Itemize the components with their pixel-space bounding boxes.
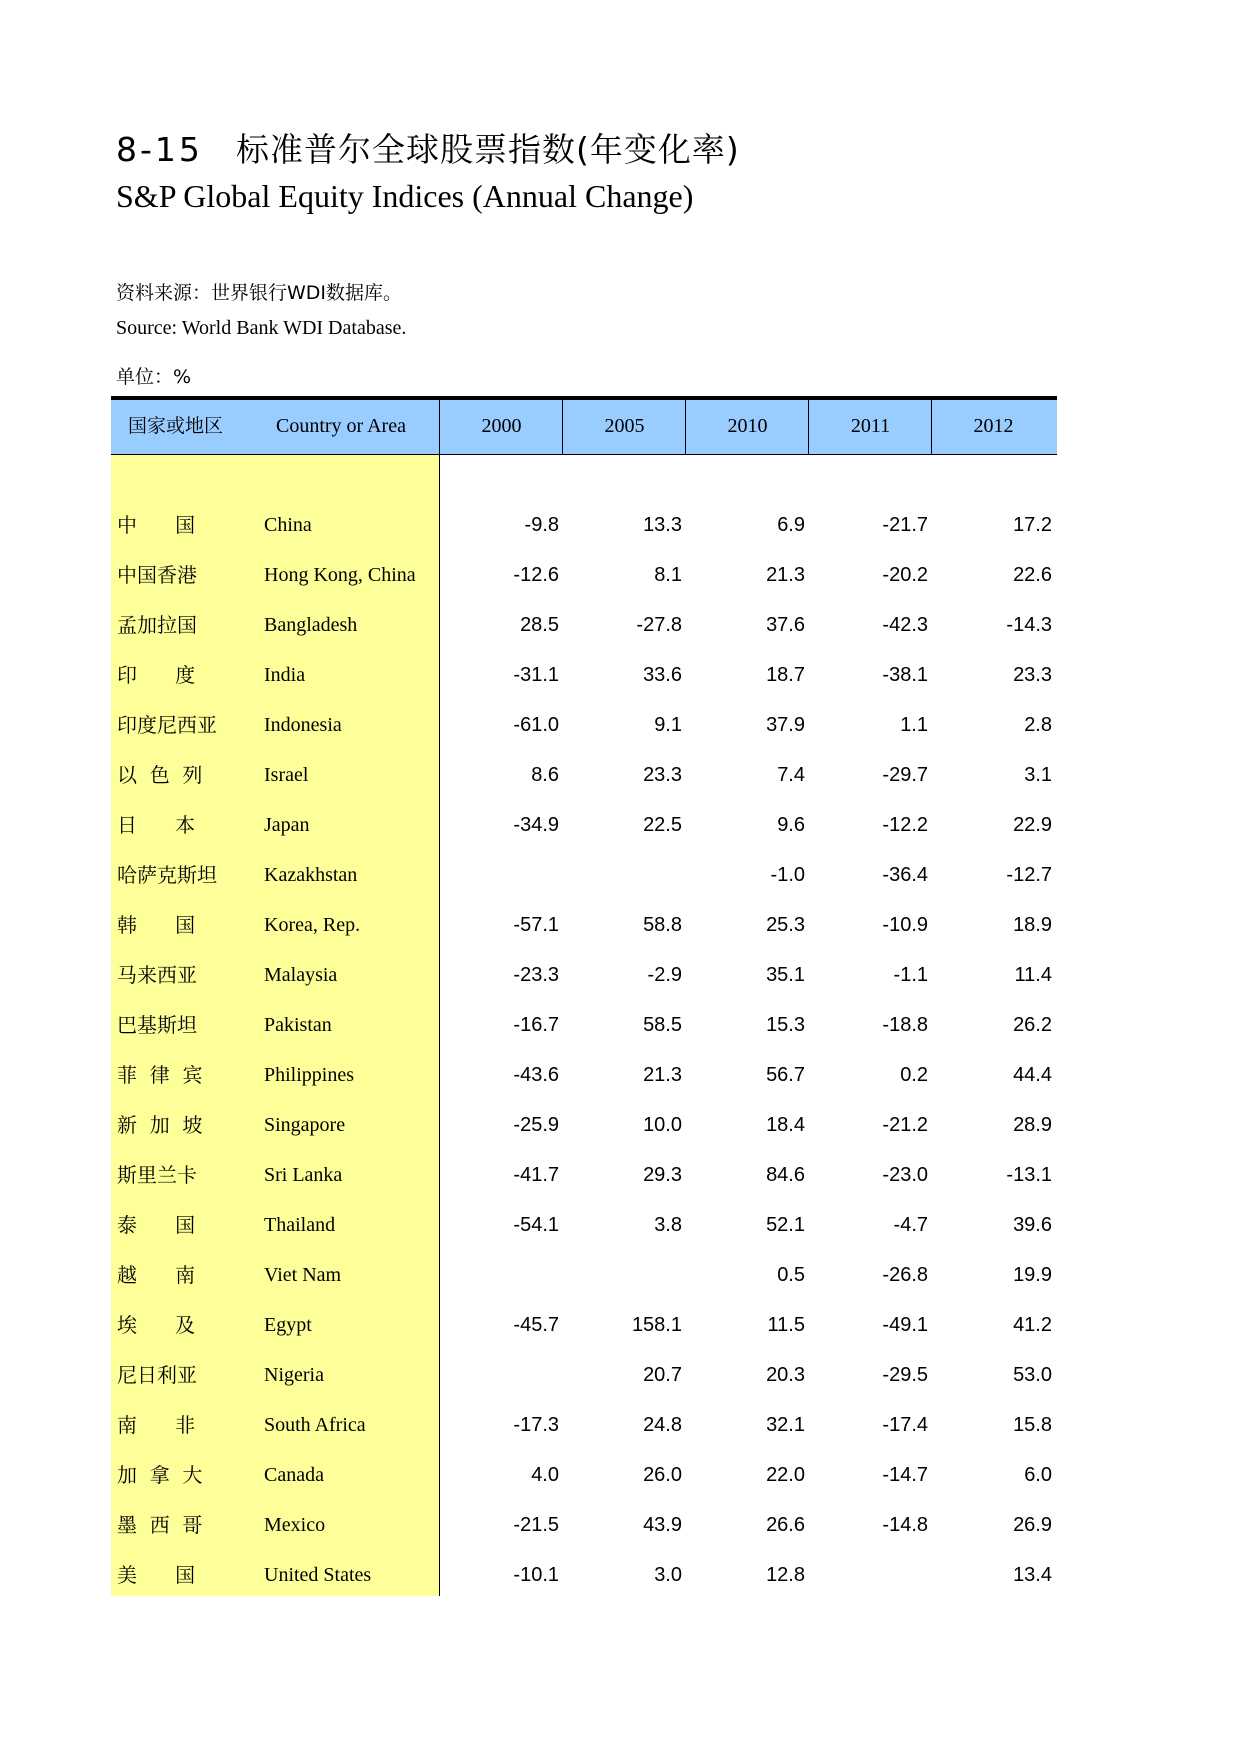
value-cell-2011: 1.1 [900, 714, 928, 736]
value-cell-2012: 6.0 [1024, 1464, 1052, 1486]
table-row [111, 700, 1057, 750]
header-year-2011: 2011 [808, 400, 932, 454]
country-name-chinese: 菲 律 宾 [117, 1063, 203, 1087]
table-row [111, 650, 1057, 700]
table-row [111, 1050, 1057, 1100]
country-name-english: Hong Kong, China [264, 564, 416, 586]
value-cell-2005: 58.5 [643, 1014, 682, 1036]
country-name-english: Japan [264, 814, 310, 836]
value-cell-2011: -36.4 [882, 864, 928, 886]
value-cell-2005: 20.7 [643, 1364, 682, 1386]
value-cell-2000: 28.5 [520, 614, 559, 636]
value-cell-2000: -57.1 [513, 914, 559, 936]
table-title-english: S&P Global Equity Indices (Annual Change) [116, 178, 694, 214]
country-name-chinese: 印 度 [117, 663, 196, 687]
value-cell-2012: 26.2 [1013, 1014, 1052, 1036]
table-row [111, 1350, 1057, 1400]
country-name-chinese: 巴基斯坦 [117, 1013, 197, 1037]
country-name-english: Pakistan [264, 1014, 332, 1036]
table-row [111, 1250, 1057, 1300]
value-cell-2010: 7.4 [777, 764, 805, 786]
value-cell-2011 [818, 1550, 928, 1600]
value-cell-2000: -23.3 [513, 964, 559, 986]
table-row [111, 1400, 1057, 1450]
value-cell-2011: -21.7 [882, 514, 928, 536]
value-cell-2011: -21.2 [882, 1114, 928, 1136]
value-cell-2000: -25.9 [513, 1114, 559, 1136]
value-cell-2011: -23.0 [882, 1164, 928, 1186]
country-name-english: Thailand [264, 1214, 336, 1236]
value-cell-2011: -14.8 [882, 1514, 928, 1536]
table-row [111, 1150, 1057, 1200]
value-cell-2000 [449, 1350, 559, 1400]
value-cell-2000 [449, 1250, 559, 1300]
table-row [111, 900, 1057, 950]
country-name-english: Canada [264, 1464, 324, 1486]
value-cell-2010: 18.4 [766, 1114, 805, 1136]
value-cell-2011: -29.7 [882, 764, 928, 786]
value-cell-2011: -29.5 [882, 1364, 928, 1386]
value-cell-2005: 43.9 [643, 1514, 682, 1536]
value-cell-2005: -2.9 [647, 964, 682, 986]
value-cell-2005: 9.1 [654, 714, 682, 736]
value-cell-2011: -4.7 [893, 1214, 928, 1236]
country-name-english: Nigeria [264, 1364, 324, 1386]
value-cell-2012: 3.1 [1024, 764, 1052, 786]
country-name-chinese: 印度尼西亚 [117, 713, 217, 737]
value-cell-2000: -17.3 [513, 1414, 559, 1436]
country-name-chinese: 韩 国 [117, 913, 196, 937]
value-cell-2010: 11.5 [767, 1314, 805, 1336]
value-cell-2012: 18.9 [1013, 914, 1052, 936]
table-row [111, 1450, 1057, 1500]
value-cell-2012: 26.9 [1013, 1514, 1052, 1536]
value-cell-2011: -14.7 [882, 1464, 928, 1486]
value-cell-2012: 28.9 [1013, 1114, 1052, 1136]
country-name-chinese: 斯里兰卡 [117, 1163, 197, 1187]
country-name-chinese: 中 国 [117, 513, 196, 537]
value-cell-2000 [449, 850, 559, 900]
value-cell-2010: 0.5 [777, 1264, 805, 1286]
value-cell-2011: -12.2 [882, 814, 928, 836]
value-cell-2011: -10.9 [882, 914, 928, 936]
value-cell-2005: 10.0 [643, 1114, 682, 1136]
country-name-english: Philippines [264, 1064, 355, 1086]
country-name-chinese: 新 加 坡 [117, 1113, 203, 1137]
country-name-chinese: 尼日利亚 [117, 1363, 197, 1387]
value-cell-2012: 23.3 [1013, 664, 1052, 686]
country-name-english: Singapore [264, 1114, 346, 1136]
value-cell-2011: -20.2 [882, 564, 928, 586]
value-cell-2010: 9.6 [777, 814, 805, 836]
value-cell-2005: 24.8 [643, 1414, 682, 1436]
country-name-english: United States [264, 1564, 372, 1586]
value-cell-2005: 3.0 [654, 1564, 682, 1586]
value-cell-2000: -9.8 [524, 514, 559, 536]
value-cell-2005: 58.8 [643, 914, 682, 936]
country-name-chinese: 马来西亚 [117, 963, 197, 987]
country-name-english: India [264, 664, 306, 686]
value-cell-2012: -12.7 [1006, 864, 1052, 886]
value-cell-2000: -41.7 [513, 1164, 559, 1186]
value-cell-2010: 56.7 [766, 1064, 805, 1086]
value-cell-2005: 21.3 [643, 1064, 682, 1086]
value-cell-2011: -26.8 [882, 1264, 928, 1286]
value-cell-2011: -38.1 [882, 664, 928, 686]
country-name-chinese: 泰 国 [117, 1213, 196, 1237]
table-row [111, 1100, 1057, 1150]
value-cell-2010: 18.7 [766, 664, 805, 686]
value-cell-2012: 13.4 [1013, 1564, 1052, 1586]
country-name-chinese: 孟加拉国 [117, 613, 197, 637]
country-name-chinese: 南 非 [117, 1413, 196, 1437]
header-year-2000: 2000 [439, 400, 563, 454]
value-cell-2012: 17.2 [1013, 514, 1052, 536]
header-year-2012: 2012 [931, 400, 1055, 454]
country-name-english: Indonesia [264, 714, 342, 736]
value-cell-2005: 3.8 [654, 1214, 682, 1236]
value-cell-2000: -31.1 [513, 664, 559, 686]
value-cell-2011: -1.1 [893, 964, 928, 986]
country-name-english: Sri Lanka [264, 1164, 343, 1186]
table-row [111, 1550, 1057, 1600]
table-number: 8-15 [116, 130, 203, 169]
value-cell-2000: -43.6 [513, 1064, 559, 1086]
table-row [111, 800, 1057, 850]
country-name-chinese: 日 本 [117, 813, 196, 837]
unit-label: 单位：% [116, 366, 192, 388]
data-table [111, 396, 1057, 1587]
value-cell-2012: -13.1 [1006, 1164, 1052, 1186]
value-cell-2000: 4.0 [531, 1464, 559, 1486]
value-cell-2012: 22.9 [1013, 814, 1052, 836]
country-name-chinese: 埃 及 [117, 1313, 196, 1337]
value-cell-2010: 37.6 [766, 614, 805, 636]
country-name-english: Korea, Rep. [264, 914, 361, 936]
value-cell-2005: 23.3 [643, 764, 682, 786]
value-cell-2005: 22.5 [643, 814, 682, 836]
country-name-chinese: 墨 西 哥 [117, 1513, 203, 1537]
value-cell-2010: 21.3 [766, 564, 805, 586]
table-row [111, 750, 1057, 800]
value-cell-2012: 22.6 [1013, 564, 1052, 586]
header-country-english: Country or Area [276, 415, 406, 437]
country-name-chinese: 美 国 [117, 1563, 196, 1587]
value-cell-2011: -42.3 [882, 614, 928, 636]
country-name-english: Israel [264, 764, 309, 786]
source-note-chinese: 资料来源：世界银行WDI数据库。 [116, 282, 403, 304]
country-name-english: South Africa [264, 1414, 366, 1436]
country-name-english: Malaysia [264, 964, 338, 986]
table-row [111, 1500, 1057, 1550]
table-body [111, 500, 1057, 1600]
value-cell-2010: 6.9 [777, 514, 805, 536]
value-cell-2012: 53.0 [1013, 1364, 1052, 1386]
country-name-chinese: 哈萨克斯坦 [117, 863, 217, 887]
value-cell-2010: 32.1 [766, 1414, 805, 1436]
value-cell-2010: 52.1 [766, 1214, 805, 1236]
country-name-english: Egypt [264, 1314, 312, 1336]
value-cell-2005 [572, 850, 682, 900]
country-name-english: Kazakhstan [264, 864, 358, 886]
country-name-english: Mexico [264, 1514, 326, 1536]
header-year-2005: 2005 [562, 400, 686, 454]
value-cell-2005: 158.1 [631, 1314, 682, 1336]
country-name-chinese: 中国香港 [117, 563, 197, 587]
value-cell-2000: -12.6 [513, 564, 559, 586]
value-cell-2000: -34.9 [513, 814, 559, 836]
value-cell-2011: -18.8 [882, 1014, 928, 1036]
value-cell-2000: 8.6 [531, 764, 559, 786]
value-cell-2010: 22.0 [766, 1464, 805, 1486]
value-cell-2010: 12.8 [766, 1564, 805, 1586]
table-row [111, 850, 1057, 900]
value-cell-2012: 39.6 [1013, 1214, 1052, 1236]
table-row [111, 950, 1057, 1000]
value-cell-2011: -17.4 [882, 1414, 928, 1436]
value-cell-2012: 44.4 [1013, 1064, 1052, 1086]
title-chinese-text: 标准普尔全球股票指数(年变化率) [236, 130, 740, 169]
table-row [111, 1200, 1057, 1250]
table-row [111, 600, 1057, 650]
country-name-english: China [264, 514, 312, 536]
country-name-chinese: 越 南 [117, 1263, 196, 1287]
value-cell-2000: -45.7 [513, 1314, 559, 1336]
value-cell-2005: -27.8 [636, 614, 682, 636]
header-country-chinese: 国家或地区 [128, 415, 224, 437]
value-cell-2010: 84.6 [766, 1164, 805, 1186]
value-cell-2010: 25.3 [766, 914, 805, 936]
value-cell-2011: 0.2 [900, 1064, 928, 1086]
table-row [111, 1000, 1057, 1050]
value-cell-2010: 35.1 [766, 964, 805, 986]
table-row [111, 550, 1057, 600]
value-cell-2010: 20.3 [766, 1364, 805, 1386]
value-cell-2005: 8.1 [654, 564, 682, 586]
value-cell-2012: 11.4 [1014, 964, 1052, 986]
value-cell-2012: 41.2 [1013, 1314, 1052, 1336]
value-cell-2005: 26.0 [643, 1464, 682, 1486]
table-row [111, 500, 1057, 550]
country-name-chinese: 加 拿 大 [117, 1463, 203, 1487]
value-cell-2010: 15.3 [766, 1014, 805, 1036]
value-cell-2000: -10.1 [513, 1564, 559, 1586]
country-name-chinese: 以 色 列 [117, 763, 203, 787]
country-name-english: Viet Nam [264, 1264, 342, 1286]
value-cell-2005: 33.6 [643, 664, 682, 686]
value-cell-2012: 15.8 [1013, 1414, 1052, 1436]
value-cell-2005: 29.3 [643, 1164, 682, 1186]
value-cell-2012: 19.9 [1013, 1264, 1052, 1286]
value-cell-2010: -1.0 [770, 864, 805, 886]
value-cell-2011: -49.1 [882, 1314, 928, 1336]
header-year-2010: 2010 [685, 400, 809, 454]
value-cell-2005: 13.3 [643, 514, 682, 536]
source-note-english: Source: World Bank WDI Database. [116, 317, 407, 339]
value-cell-2000: -21.5 [513, 1514, 559, 1536]
table-title-chinese [116, 124, 740, 171]
value-cell-2000: -16.7 [513, 1014, 559, 1036]
country-name-english: Bangladesh [264, 614, 358, 636]
table-header [111, 396, 1057, 455]
value-cell-2010: 26.6 [766, 1514, 805, 1536]
value-cell-2000: -61.0 [513, 714, 559, 736]
value-cell-2012: 2.8 [1024, 714, 1052, 736]
value-cell-2000: -54.1 [513, 1214, 559, 1236]
table-row [111, 1300, 1057, 1350]
value-cell-2012: -14.3 [1006, 614, 1052, 636]
value-cell-2005 [572, 1250, 682, 1300]
value-cell-2010: 37.9 [766, 714, 805, 736]
